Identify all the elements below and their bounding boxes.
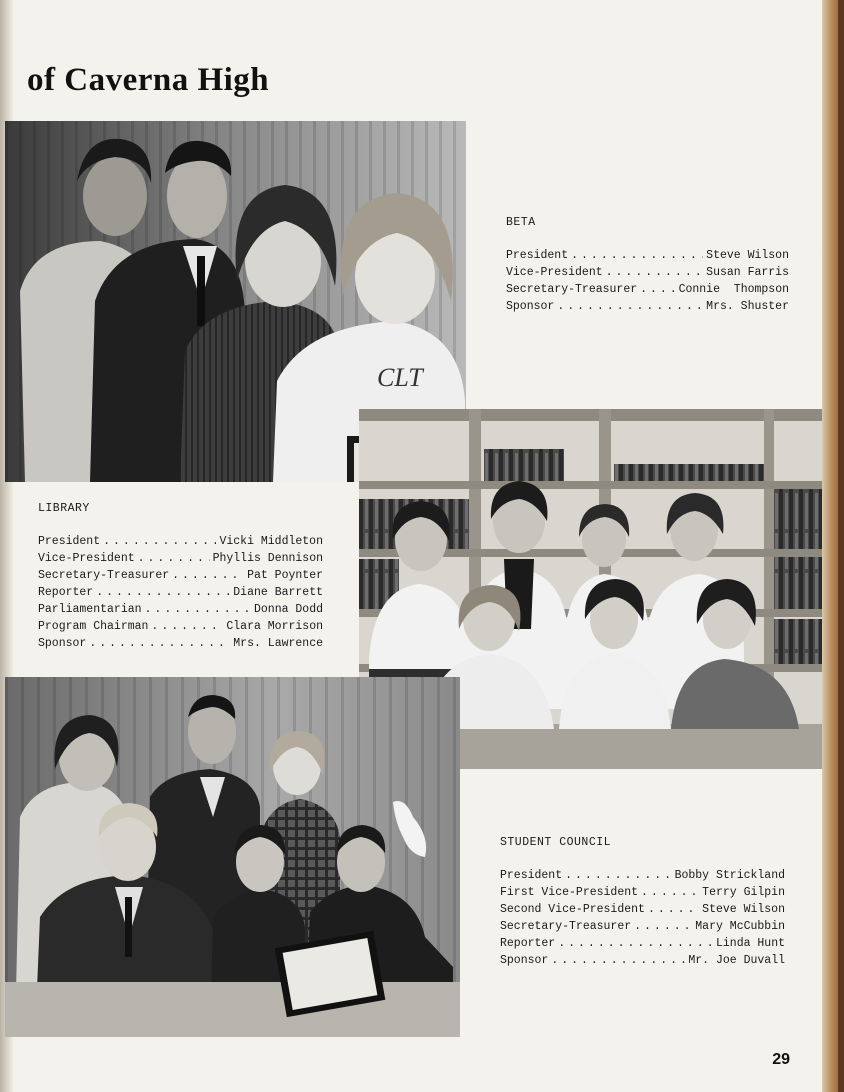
officer-role: Vice-President (506, 266, 603, 279)
officer-role: Secretary-Treasurer (506, 283, 638, 296)
page-edge-dark (838, 0, 844, 1092)
officer-name: Diane Barrett (233, 586, 323, 599)
leader-dots (606, 266, 704, 279)
officer-row (500, 903, 785, 920)
student-council-officers (500, 836, 785, 971)
leader-dots (89, 637, 230, 650)
officer-name: Mrs. Shuster (706, 300, 789, 313)
monogram-text: CLT (377, 363, 423, 392)
officer-row (500, 920, 785, 937)
officer-row (506, 283, 789, 300)
officer-name: Vicki Middleton (219, 535, 323, 548)
beta-officers (506, 216, 789, 317)
officer-role: Second Vice-President (500, 903, 645, 916)
leader-dots (557, 300, 703, 313)
officer-role: Sponsor (506, 300, 555, 313)
leader-dots (172, 569, 244, 582)
officer-row (506, 249, 789, 266)
officer-name: Pat Poynter (247, 569, 323, 582)
officer-row (38, 535, 323, 552)
officer-name: Mrs. Lawrence (233, 637, 323, 650)
officer-role: Sponsor (38, 637, 87, 650)
officer-row (38, 603, 323, 620)
leader-dots (138, 552, 210, 565)
student-council-photo (5, 677, 460, 1037)
page-number: 29 (772, 1051, 790, 1068)
officer-role: Parliamentarian (38, 603, 142, 616)
officer-row (500, 886, 785, 903)
officer-name: Steve Wilson (702, 903, 785, 916)
officer-name: Terry Gilpin (702, 886, 785, 899)
officer-name: Mary McCubbin (695, 920, 785, 933)
leader-dots (551, 954, 685, 967)
officer-name: Donna Dodd (253, 603, 323, 616)
officer-name: Susan Farris (706, 266, 789, 279)
leader-dots (151, 620, 223, 633)
leader-dots (571, 249, 703, 262)
officer-role: Program Chairman (38, 620, 149, 633)
library-officers (38, 502, 323, 654)
leader-dots (634, 920, 692, 933)
officer-role: First Vice-President (500, 886, 639, 899)
officer-role: Reporter (38, 586, 94, 599)
leader-dots (103, 535, 216, 548)
officer-name: Phyllis Dennison (212, 552, 323, 565)
officer-row (38, 620, 323, 637)
officer-row (38, 586, 323, 603)
leader-dots (145, 603, 251, 616)
officer-name: Steve Wilson (706, 249, 789, 262)
officer-name: Linda Hunt (715, 937, 785, 950)
leader-dots (640, 283, 675, 296)
page-title: of Caverna High (27, 62, 270, 98)
leader-dots (641, 886, 699, 899)
officer-name: Connie Thompson (678, 283, 789, 296)
officer-role: Reporter (500, 937, 556, 950)
officer-role: President (500, 869, 563, 882)
officer-role: President (506, 249, 569, 262)
officer-name: Mr. Joe Duvall (688, 954, 785, 967)
officer-row (500, 869, 785, 886)
leader-dots (558, 937, 713, 950)
library-officer-list (38, 535, 323, 654)
officer-role: President (38, 535, 101, 548)
beta-officer-list (506, 249, 789, 317)
officer-row (38, 552, 323, 569)
officer-row (500, 937, 785, 954)
officer-name: Bobby Strickland (674, 869, 785, 882)
officer-role: Sponsor (500, 954, 549, 967)
leader-dots (648, 903, 699, 916)
leader-dots (565, 869, 671, 882)
student-council-heading: STUDENT COUNCIL (500, 836, 612, 849)
officer-row (500, 954, 785, 971)
beta-heading: BETA (506, 216, 536, 229)
officer-row (506, 266, 789, 283)
officer-role: Secretary-Treasurer (38, 569, 170, 582)
student-council-officer-list (500, 869, 785, 971)
officer-row (506, 300, 789, 317)
officer-role: Vice-President (38, 552, 135, 565)
officer-row (38, 637, 323, 654)
library-heading: LIBRARY (38, 502, 90, 515)
leader-dots (96, 586, 230, 599)
officer-row (38, 569, 323, 586)
officer-role: Secretary-Treasurer (500, 920, 632, 933)
officer-name: Clara Morrison (226, 620, 323, 633)
